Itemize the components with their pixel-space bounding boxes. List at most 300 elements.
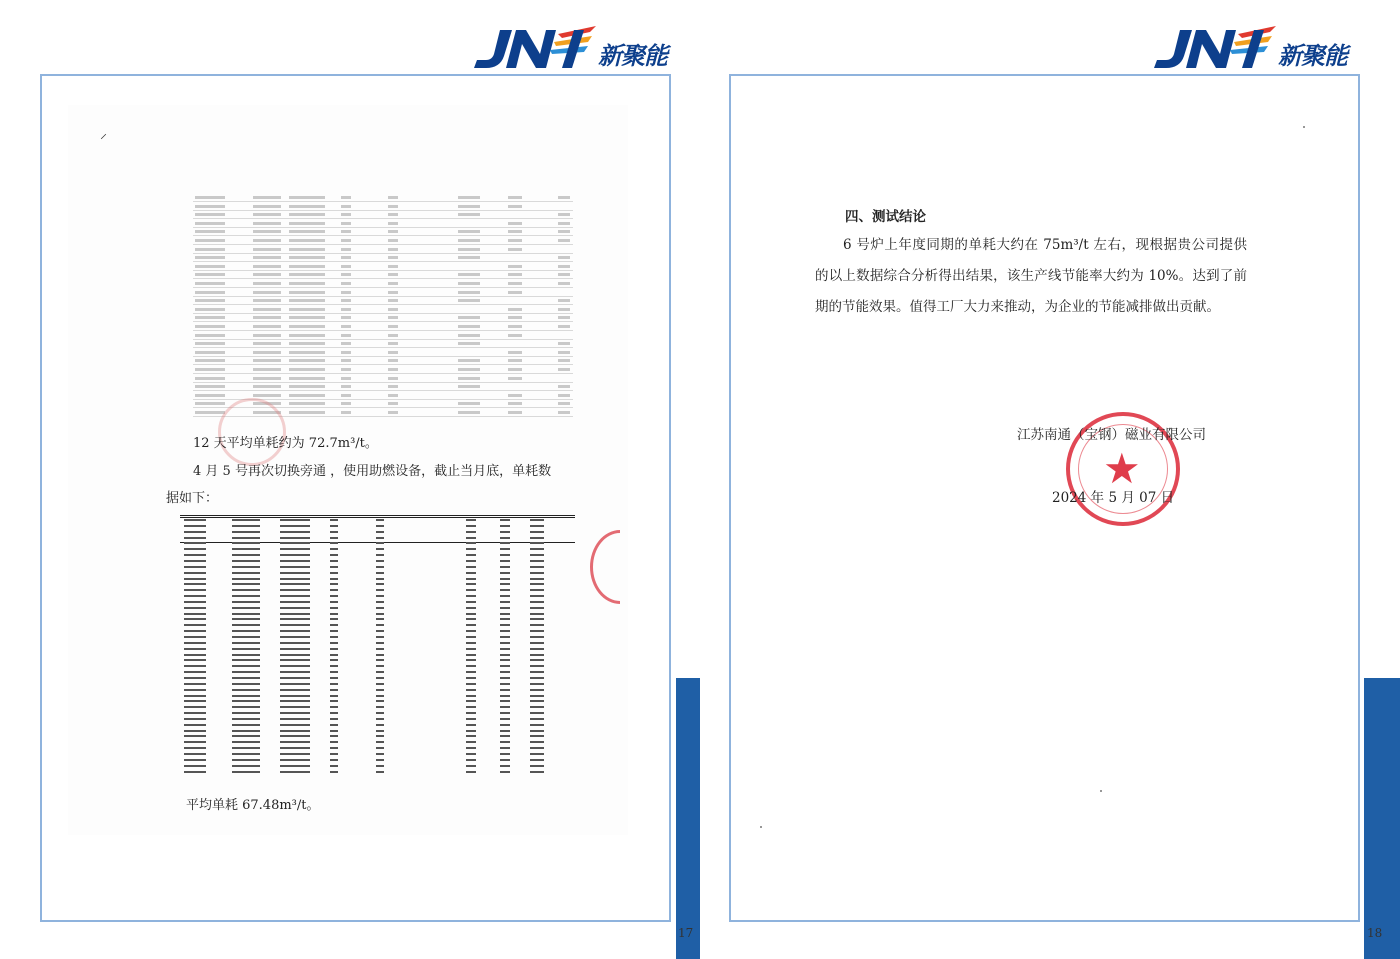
illegible-cell — [184, 618, 206, 620]
illegible-cell — [330, 706, 338, 708]
illegible-cell — [376, 741, 384, 743]
illegible-cell — [280, 730, 310, 732]
illegible-cell — [253, 368, 281, 371]
illegible-cell — [500, 519, 510, 521]
illegible-cell — [289, 239, 325, 242]
illegible-cell — [500, 665, 510, 667]
illegible-cell — [341, 394, 351, 397]
illegible-cell — [330, 771, 338, 773]
illegible-cell — [232, 595, 260, 597]
illegible-cell — [508, 282, 522, 285]
illegible-cell — [330, 712, 338, 714]
illegible-cell — [184, 718, 206, 720]
illegible-cell — [500, 689, 510, 691]
illegible-cell — [388, 248, 398, 251]
illegible-cell — [184, 724, 206, 726]
illegible-cell — [253, 196, 281, 199]
illegible-cell — [500, 765, 510, 767]
illegible-cell — [500, 548, 510, 550]
brand-logo — [1150, 24, 1370, 72]
illegible-cell — [466, 741, 476, 743]
illegible-cell — [500, 759, 510, 761]
illegible-cell — [388, 325, 398, 328]
illegible-cell — [289, 308, 325, 311]
illegible-cell — [184, 741, 206, 743]
illegible-cell — [458, 325, 480, 328]
illegible-cell — [253, 230, 281, 233]
illegible-cell — [280, 642, 310, 644]
illegible-cell — [458, 342, 480, 345]
illegible-cell — [195, 239, 225, 242]
illegible-cell — [232, 554, 260, 556]
illegible-cell — [330, 636, 338, 638]
illegible-cell — [195, 325, 225, 328]
illegible-cell — [289, 256, 325, 259]
illegible-cell — [289, 359, 325, 362]
illegible-cell — [184, 607, 206, 609]
illegible-cell — [466, 613, 476, 615]
illegible-cell — [530, 695, 544, 697]
illegible-cell — [466, 589, 476, 591]
illegible-cell — [466, 689, 476, 691]
illegible-cell — [500, 718, 510, 720]
illegible-cell — [458, 213, 480, 216]
illegible-cell — [280, 525, 310, 527]
illegible-cell — [341, 299, 351, 302]
avg-final-text: 平均单耗 67.48m³/t。 — [186, 798, 320, 813]
table-rule — [193, 218, 573, 219]
illegible-cell — [376, 572, 384, 574]
illegible-cell — [530, 759, 544, 761]
illegible-cell — [500, 589, 510, 591]
illegible-cell — [466, 630, 476, 632]
illegible-cell — [558, 394, 570, 397]
illegible-cell — [558, 273, 570, 276]
illegible-cell — [289, 394, 325, 397]
illegible-cell — [376, 607, 384, 609]
illegible-cell — [330, 618, 338, 620]
illegible-cell — [289, 402, 325, 405]
illegible-cell — [558, 222, 570, 225]
illegible-cell — [558, 308, 570, 311]
illegible-cell — [195, 316, 225, 319]
illegible-cell — [500, 583, 510, 585]
illegible-cell — [184, 659, 206, 661]
illegible-cell — [341, 334, 351, 337]
illegible-cell — [232, 771, 260, 773]
illegible-cell — [376, 601, 384, 603]
illegible-cell — [466, 759, 476, 761]
illegible-cell — [558, 385, 570, 388]
illegible-cell — [341, 248, 351, 251]
illegible-cell — [232, 624, 260, 626]
illegible-cell — [184, 648, 206, 650]
illegible-cell — [500, 601, 510, 603]
illegible-cell — [280, 689, 310, 691]
illegible-cell — [253, 299, 281, 302]
illegible-cell — [341, 239, 351, 242]
illegible-cell — [280, 765, 310, 767]
illegible-cell — [388, 205, 398, 208]
illegible-cell — [500, 618, 510, 620]
illegible-cell — [280, 607, 310, 609]
illegible-cell — [388, 394, 398, 397]
illegible-cell — [530, 642, 544, 644]
illegible-cell — [458, 196, 480, 199]
illegible-cell — [530, 712, 544, 714]
illegible-cell — [232, 759, 260, 761]
illegible-cell — [289, 196, 325, 199]
illegible-cell — [500, 542, 510, 544]
illegible-cell — [530, 618, 544, 620]
illegible-cell — [500, 554, 510, 556]
illegible-cell — [232, 578, 260, 580]
illegible-cell — [388, 377, 398, 380]
illegible-cell — [280, 589, 310, 591]
illegible-cell — [530, 700, 544, 702]
illegible-cell — [280, 613, 310, 615]
illegible-cell — [376, 659, 384, 661]
illegible-cell — [184, 613, 206, 615]
illegible-cell — [232, 525, 260, 527]
illegible-cell — [376, 525, 384, 527]
illegible-cell — [330, 759, 338, 761]
illegible-cell — [458, 316, 480, 319]
illegible-cell — [330, 601, 338, 603]
illegible-cell — [500, 706, 510, 708]
illegible-cell — [232, 519, 260, 521]
illegible-cell — [530, 636, 544, 638]
illegible-cell — [530, 765, 544, 767]
illegible-cell — [280, 624, 310, 626]
illegible-cell — [341, 213, 351, 216]
logo-mark-icon — [1150, 24, 1280, 72]
illegible-cell — [466, 601, 476, 603]
scan-speck — [760, 826, 762, 828]
illegible-cell — [195, 359, 225, 362]
illegible-cell — [466, 771, 476, 773]
illegible-cell — [280, 531, 310, 533]
illegible-cell — [330, 642, 338, 644]
illegible-cell — [376, 735, 384, 737]
illegible-cell — [508, 265, 522, 268]
illegible-cell — [232, 654, 260, 656]
illegible-cell — [232, 618, 260, 620]
illegible-cell — [376, 624, 384, 626]
illegible-cell — [341, 359, 351, 362]
illegible-cell — [330, 741, 338, 743]
illegible-cell — [184, 730, 206, 732]
illegible-cell — [388, 282, 398, 285]
illegible-cell — [530, 560, 544, 562]
illegible-cell — [195, 385, 225, 388]
illegible-cell — [184, 531, 206, 533]
illegible-cell — [388, 230, 398, 233]
illegible-cell — [330, 665, 338, 667]
illegible-cell — [508, 359, 522, 362]
illegible-cell — [330, 566, 338, 568]
illegible-cell — [376, 519, 384, 521]
illegible-cell — [232, 583, 260, 585]
brand-logo — [470, 24, 690, 72]
illegible-cell — [341, 222, 351, 225]
illegible-cell — [458, 299, 480, 302]
illegible-cell — [376, 689, 384, 691]
illegible-cell — [376, 712, 384, 714]
illegible-cell — [376, 537, 384, 539]
illegible-cell — [376, 554, 384, 556]
illegible-cell — [388, 334, 398, 337]
illegible-cell — [232, 695, 260, 697]
illegible-cell — [376, 771, 384, 773]
illegible-cell — [330, 613, 338, 615]
illegible-cell — [232, 537, 260, 539]
illegible-cell — [558, 213, 570, 216]
illegible-cell — [232, 642, 260, 644]
illegible-cell — [500, 683, 510, 685]
illegible-cell — [530, 548, 544, 550]
illegible-cell — [280, 753, 310, 755]
illegible-cell — [558, 342, 570, 345]
illegible-cell — [388, 291, 398, 294]
illegible-cell — [195, 411, 225, 414]
illegible-cell — [466, 712, 476, 714]
illegible-cell — [289, 385, 325, 388]
illegible-cell — [280, 566, 310, 568]
illegible-cell — [376, 683, 384, 685]
illegible-cell — [376, 700, 384, 702]
illegible-cell — [184, 753, 206, 755]
illegible-cell — [232, 548, 260, 550]
illegible-cell — [376, 531, 384, 533]
illegible-cell — [530, 542, 544, 544]
illegible-cell — [330, 683, 338, 685]
illegible-cell — [232, 566, 260, 568]
illegible-cell — [232, 665, 260, 667]
illegible-cell — [376, 630, 384, 632]
illegible-cell — [330, 671, 338, 673]
table-rule — [193, 313, 573, 314]
side-bar — [1364, 678, 1400, 959]
illegible-cell — [280, 747, 310, 749]
illegible-cell — [558, 351, 570, 354]
conclusion-paragraph — [815, 230, 1247, 323]
illegible-cell — [388, 196, 398, 199]
illegible-cell — [376, 730, 384, 732]
illegible-cell — [500, 747, 510, 749]
illegible-cell — [253, 394, 281, 397]
illegible-cell — [289, 334, 325, 337]
illegible-cell — [466, 695, 476, 697]
illegible-cell — [289, 299, 325, 302]
illegible-cell — [195, 222, 225, 225]
illegible-cell — [376, 765, 384, 767]
illegible-cell — [253, 222, 281, 225]
illegible-cell — [508, 222, 522, 225]
illegible-cell — [280, 554, 310, 556]
illegible-cell — [280, 595, 310, 597]
illegible-cell — [341, 402, 351, 405]
illegible-cell — [330, 700, 338, 702]
illegible-cell — [253, 359, 281, 362]
table-rule — [193, 356, 573, 357]
scan-speck — [1303, 126, 1305, 128]
illegible-cell — [195, 248, 225, 251]
illegible-cell — [558, 282, 570, 285]
illegible-cell — [466, 583, 476, 585]
illegible-cell — [184, 765, 206, 767]
table-rule — [193, 253, 573, 254]
illegible-cell — [558, 265, 570, 268]
illegible-cell — [500, 695, 510, 697]
illegible-cell — [458, 334, 480, 337]
illegible-cell — [508, 394, 522, 397]
illegible-cell — [232, 683, 260, 685]
illegible-cell — [508, 273, 522, 276]
illegible-cell — [530, 578, 544, 580]
illegible-cell — [530, 683, 544, 685]
illegible-cell — [376, 648, 384, 650]
illegible-cell — [530, 630, 544, 632]
illegible-cell — [466, 677, 476, 679]
illegible-cell — [530, 747, 544, 749]
illegible-cell — [195, 213, 225, 216]
illegible-cell — [466, 578, 476, 580]
illegible-cell — [280, 601, 310, 603]
illegible-cell — [232, 747, 260, 749]
table-rule — [193, 347, 573, 348]
illegible-cell — [530, 706, 544, 708]
illegible-cell — [184, 519, 206, 521]
illegible-cell — [195, 351, 225, 354]
illegible-cell — [341, 230, 351, 233]
illegible-cell — [280, 718, 310, 720]
illegible-cell — [341, 196, 351, 199]
illegible-cell — [184, 671, 206, 673]
illegible-cell — [388, 368, 398, 371]
illegible-cell — [184, 624, 206, 626]
illegible-cell — [253, 282, 281, 285]
illegible-cell — [466, 624, 476, 626]
illegible-cell — [530, 554, 544, 556]
illegible-cell — [280, 636, 310, 638]
illegible-cell — [376, 654, 384, 656]
illegible-cell — [530, 566, 544, 568]
illegible-cell — [280, 724, 310, 726]
illegible-cell — [530, 583, 544, 585]
illegible-cell — [330, 519, 338, 521]
illegible-cell — [558, 256, 570, 259]
illegible-cell — [195, 291, 225, 294]
illegible-cell — [500, 636, 510, 638]
illegible-cell — [330, 578, 338, 580]
illegible-cell — [184, 572, 206, 574]
illegible-cell — [508, 402, 522, 405]
illegible-cell — [280, 618, 310, 620]
page-number: 17 — [678, 926, 694, 940]
logo-name: 新聚能 — [1278, 42, 1347, 70]
illegible-cell — [232, 765, 260, 767]
illegible-cell — [184, 560, 206, 562]
illegible-cell — [530, 589, 544, 591]
illegible-cell — [195, 342, 225, 345]
illegible-cell — [530, 519, 544, 521]
illegible-cell — [253, 385, 281, 388]
illegible-cell — [530, 613, 544, 615]
illegible-cell — [184, 566, 206, 568]
illegible-cell — [530, 741, 544, 743]
illegible-cell — [500, 607, 510, 609]
illegible-cell — [330, 689, 338, 691]
illegible-cell — [232, 560, 260, 562]
illegible-cell — [280, 665, 310, 667]
illegible-cell — [232, 572, 260, 574]
illegible-cell — [508, 291, 522, 294]
illegible-cell — [232, 648, 260, 650]
illegible-cell — [530, 718, 544, 720]
illegible-cell — [253, 205, 281, 208]
page-18 — [700, 0, 1400, 959]
illegible-cell — [530, 624, 544, 626]
illegible-cell — [232, 630, 260, 632]
table-rule — [193, 270, 573, 271]
illegible-cell — [232, 689, 260, 691]
illegible-cell — [500, 671, 510, 673]
illegible-cell — [330, 659, 338, 661]
illegible-cell — [341, 282, 351, 285]
illegible-cell — [500, 654, 510, 656]
illegible-cell — [289, 351, 325, 354]
illegible-cell — [341, 316, 351, 319]
illegible-cell — [330, 607, 338, 609]
illegible-cell — [195, 282, 225, 285]
illegible-cell — [466, 636, 476, 638]
illegible-cell — [466, 519, 476, 521]
illegible-cell — [530, 724, 544, 726]
illegible-cell — [530, 689, 544, 691]
illegible-cell — [280, 583, 310, 585]
illegible-cell — [253, 342, 281, 345]
illegible-cell — [232, 718, 260, 720]
illegible-cell — [458, 385, 480, 388]
illegible-cell — [341, 385, 351, 388]
illegible-cell — [280, 712, 310, 714]
illegible-cell — [376, 695, 384, 697]
illegible-cell — [330, 548, 338, 550]
illegible-cell — [466, 735, 476, 737]
illegible-cell — [466, 700, 476, 702]
illegible-cell — [253, 239, 281, 242]
illegible-cell — [388, 222, 398, 225]
illegible-cell — [280, 695, 310, 697]
illegible-cell — [341, 291, 351, 294]
illegible-cell — [195, 402, 225, 405]
illegible-cell — [330, 624, 338, 626]
illegible-cell — [184, 642, 206, 644]
illegible-cell — [530, 659, 544, 661]
illegible-cell — [289, 342, 325, 345]
illegible-cell — [341, 342, 351, 345]
illegible-cell — [280, 560, 310, 562]
illegible-cell — [388, 351, 398, 354]
illegible-cell — [184, 771, 206, 773]
illegible-cell — [341, 273, 351, 276]
illegible-cell — [500, 578, 510, 580]
illegible-cell — [253, 265, 281, 268]
illegible-cell — [530, 607, 544, 609]
logo-mark-icon — [470, 24, 600, 72]
illegible-cell — [280, 706, 310, 708]
